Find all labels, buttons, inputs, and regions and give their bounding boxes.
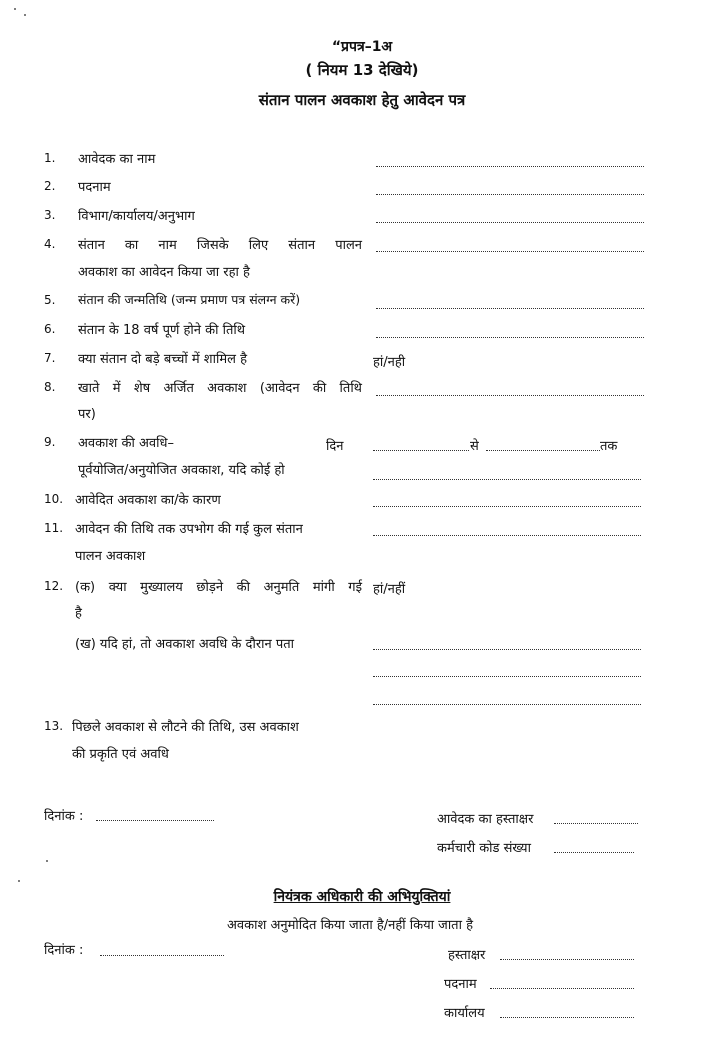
scan-speck [18, 880, 20, 882]
item-number: 3. [44, 208, 56, 222]
child-18-date-field[interactable] [376, 337, 644, 338]
leave-from-field[interactable] [373, 450, 469, 451]
item-number: 12. [44, 579, 64, 593]
yes-no-option[interactable]: हां/नहीं [373, 582, 406, 597]
item-number: 7. [44, 351, 56, 365]
scan-speck [24, 14, 26, 16]
earned-leave-balance-field[interactable] [376, 395, 644, 396]
applicant-name-field[interactable] [376, 166, 644, 167]
date-label: दिनांक : [44, 809, 84, 824]
prefix-suffix-field[interactable] [373, 479, 641, 480]
address-field-line-2[interactable] [373, 676, 641, 677]
item-label: संतान का नाम जिसके लिए संतान पालन [78, 238, 362, 253]
controller-section-title: नियंत्रक अधिकारी की अभियुक्तियां [273, 889, 451, 905]
designation-field[interactable] [376, 194, 644, 195]
address-field-line-3[interactable] [373, 704, 641, 705]
item-label: खाते में शेष अर्जित अवकाश (आवेदन की तिथि [78, 381, 362, 396]
approval-statement: अवकाश अनुमोदित किया जाता है/नहीं किया जाता है [226, 918, 473, 933]
days-unit: दिन [326, 439, 344, 454]
item-number: 5. [44, 293, 56, 307]
item-number: 13. [44, 719, 64, 733]
controller-designation-field[interactable] [490, 988, 634, 989]
rule-reference: ( नियम 13 देखिये) [305, 61, 419, 79]
address-field-line-1[interactable] [373, 649, 641, 650]
item-label: (क) क्या मुख्यालय छोड़ने की अनुमति मांगी गई [75, 580, 362, 595]
controller-signature-field[interactable] [500, 959, 634, 960]
item-label-cont: है [75, 606, 82, 621]
form-number: “प्रपत्र–1अ [331, 39, 393, 55]
leave-availed-field[interactable] [373, 535, 641, 536]
item-label: संतान के 18 वर्ष पूर्ण होने की तिथि [78, 323, 246, 338]
controller-designation-label: पदनाम [444, 977, 477, 992]
item-label: विभाग/कार्यालय/अनुभाग [78, 209, 195, 224]
controller-date-label: दिनांक : [44, 943, 84, 958]
from-label: से [470, 439, 479, 454]
to-label: तक [600, 439, 618, 454]
item-number: 1. [44, 151, 56, 165]
leave-reason-field[interactable] [373, 506, 641, 507]
child-name-field[interactable] [376, 251, 644, 252]
scan-speck [46, 860, 48, 862]
item-label: आवेदन की तिथि तक उपभोग की गई कुल संतान [75, 522, 303, 537]
controller-office-label: कार्यालय [444, 1006, 485, 1021]
item-label: आवेदक का नाम [78, 152, 156, 167]
item-number: 8. [44, 380, 56, 394]
item-label-cont: पर) [78, 407, 96, 422]
item-number: 2. [44, 179, 56, 193]
item-label: संतान की जन्मतिथि (जन्म प्रमाण पत्र संलग्न करें) [78, 292, 301, 307]
item-number: 4. [44, 237, 56, 251]
item-number: 10. [44, 492, 64, 506]
item-number: 9. [44, 435, 56, 449]
item-label-cont: अवकाश का आवेदन किया जा रहा है [78, 265, 250, 280]
applicant-signature-label: आवेदक का हस्ताक्षर [437, 812, 534, 827]
employee-code-label: कर्मचारी कोड संख्या [437, 841, 531, 856]
item-label: आवेदित अवकाश का/के कारण [75, 493, 221, 508]
item-label: पदनाम [78, 180, 111, 195]
controller-date-field[interactable] [100, 955, 224, 956]
applicant-signature-field[interactable] [554, 823, 638, 824]
scan-speck [14, 8, 16, 10]
item-number: 11. [44, 521, 64, 535]
employee-code-field[interactable] [554, 852, 634, 853]
form-title: संतान पालन अवकाश हेतु आवेदन पत्र [258, 91, 466, 109]
item-label: क्या संतान दो बड़े बच्चों में शामिल है [78, 352, 248, 367]
leave-to-field[interactable] [486, 450, 600, 451]
controller-office-field[interactable] [500, 1017, 634, 1018]
controller-signature-label: हस्ताक्षर [448, 948, 486, 963]
yes-no-option[interactable]: हां/नही [373, 355, 406, 370]
item-label: अवकाश की अवधि– [78, 436, 174, 451]
department-field[interactable] [376, 222, 644, 223]
child-dob-field[interactable] [376, 308, 644, 309]
item-number: 6. [44, 322, 56, 336]
item-label-b: (ख) यदि हां, तो अवकाश अवधि के दौरान पता [75, 637, 295, 652]
item-label: पिछले अवकाश से लौटने की तिथि, उस अवकाश [72, 720, 299, 735]
item-label-cont: पालन अवकाश [75, 549, 146, 564]
date-field[interactable] [96, 820, 214, 821]
item-label-cont: पूर्वयोजित/अनुयोजित अवकाश, यदि कोई हो [78, 463, 285, 478]
item-label-cont: की प्रकृति एवं अवधि [72, 747, 169, 762]
